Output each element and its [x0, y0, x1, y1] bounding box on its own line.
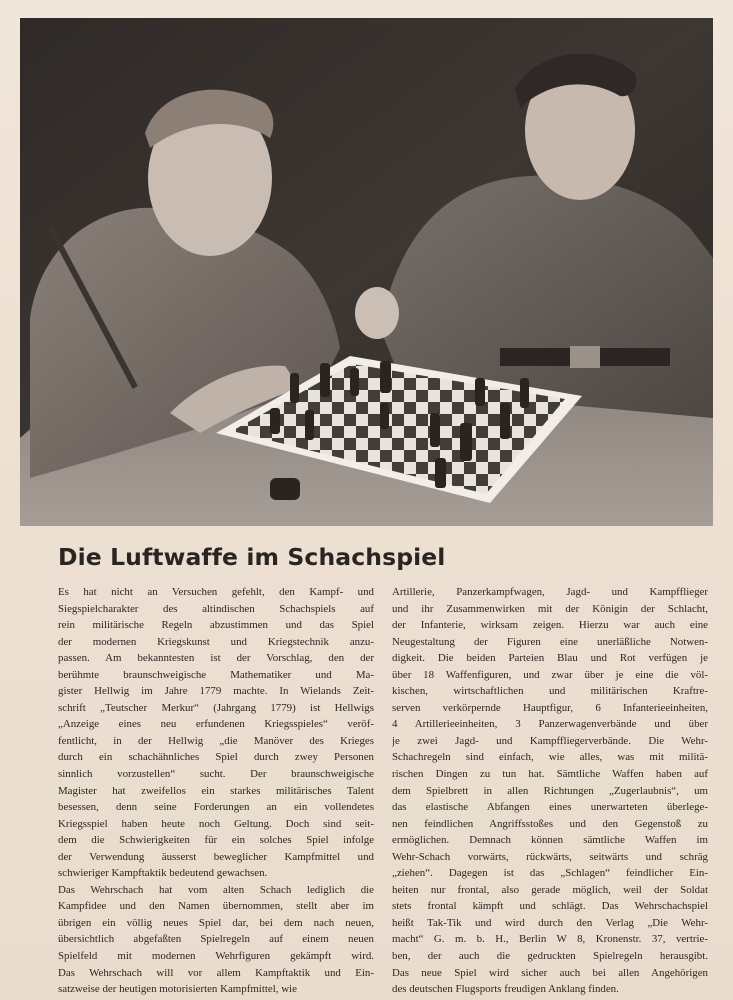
- article-text-line: kischen, wirtschaftlichen und militärischen Kraftre-: [392, 685, 708, 698]
- article-text-line: „Anzeige eines neu erfundenen Kriegsspieles“ veröf-: [58, 718, 374, 731]
- article-text-line: Neugestaltung der Figuren eine unerläßliche Notwen-: [392, 635, 708, 648]
- article-text-line: und ihr Zusammenwirken mit der Königin der Schlacht,: [392, 602, 708, 615]
- article-text-line: berühmte braunschweigische Mathematiker und Ma-: [58, 668, 374, 681]
- article-text-line: übrigen ein völlig neues Spiel dar, bei dem nach neuen,: [58, 916, 374, 929]
- article-text-line: passen. Am bekanntesten ist der Vorschlag, den der: [58, 652, 374, 665]
- article-text-line: „ziehen“. Dagegen ist das „Schlagen“ feindlicher Ein-: [392, 867, 708, 880]
- article-text-line: des deutschen Flugsports freudigen Anklang finden.: [392, 983, 619, 996]
- article-text-line: Magister hat zweifellos ein starkes militärisches Talent: [58, 784, 374, 797]
- photograph-two-soldiers-playing-chess-icon: [20, 18, 713, 526]
- article-text-line: fentlicht, in der Hellwig „die Manöver des Krieges: [58, 734, 374, 747]
- article-text-line: sinnlich vorzustellen“ sucht. Der braunschweigische: [58, 768, 374, 781]
- article-text-line: ben, der auch die gedruckten Spielregeln herausgibt.: [392, 950, 708, 963]
- article-text-line: stets frontal kämpft und schlägt. Das Wehrschachspiel: [392, 900, 708, 913]
- article-headline: Die Luftwaffe im Schachspiel: [58, 543, 446, 571]
- article-text-line: Wehr-Schach vorwärts, rückwärts, seitwärts und schräg: [392, 850, 708, 863]
- article-text-line: rischen Dingen zu tun hat. Sämtliche Waffen haben auf: [392, 768, 708, 781]
- article-text-line: dem die Schwierigkeiten für ein solches Spiel infolge: [58, 834, 374, 847]
- article-column-right: [392, 584, 708, 998]
- article-text-line: besessen, denn seine Forderungen an ein vollendetes: [58, 801, 374, 814]
- article-text-line: Das neue Spiel wird sicher auch bei allen Angehörigen: [392, 966, 708, 979]
- article-text-line: gister Hellwig im Jahre 1779 machte. In Wielands Zeit-: [58, 685, 374, 698]
- article-text-line: satzweise der heutigen motorisierten Kampfmittel, wie: [58, 983, 297, 996]
- article-text-line: dem Spielbrett in allen Richtungen „Zugerlaubnis“, um: [392, 784, 708, 797]
- article-text-line: der Verwendung äusserst beweglicher Kampfmittel und: [58, 850, 374, 863]
- article-column-left: [58, 584, 374, 998]
- article-text-line: Siegspielcharakter des altindischen Schachspiels auf: [58, 602, 374, 615]
- article-text-line: heißt Tak-Tik und wird durch den Verlag „Die Wehr-: [392, 916, 708, 929]
- article-text-line: Das Wehrschach hat vom alten Schach lediglich die: [58, 883, 374, 896]
- article-text-line: Kriegsspiel haben heute noch Geltung. Doch sind seit-: [58, 817, 374, 830]
- article-text-line: Spielfeld mit modernen Wehrfiguren gekämpft wird.: [58, 950, 374, 963]
- article-text-line: Schachregeln sind einfach, wie alles, was mit militä-: [392, 751, 708, 764]
- article-text-line: Es hat nicht an Versuchen gefehlt, den Kampf- und: [58, 586, 374, 598]
- article-text-line: digkeit. Die beiden Parteien Blau und Rot verfügen je: [392, 652, 708, 665]
- article-text-line: Das Wehrschach will vor allem Kampftaktik und Ein-: [58, 966, 374, 979]
- article-text-line: über 18 Waffenfiguren, und zwar über je eine die völ-: [392, 668, 708, 681]
- article-text-line: Artillerie, Panzerkampfwagen, Jagd- und Kampfflieger: [392, 586, 708, 598]
- article-text-line: serven verkörpernde Hauptfigur, 6 Infanterieeinheiten,: [392, 701, 708, 714]
- article-text-line: schwieriger Kampftaktik bedeutend gewachsen.: [58, 867, 268, 880]
- article-text-line: übersichtlich abgefaßten Spielregeln auf einem neuen: [58, 933, 374, 946]
- article-text-line: macht“ G. m. b. H., Berlin W 8, Kronenstr. 37, vertrie-: [392, 933, 708, 946]
- article-text-line: der modernen Kriegskunst und Kriegstechnik anzu-: [58, 635, 374, 648]
- article-text-line: der Infanterie, wirksam zeigen. Hierzu war auch eine: [392, 619, 708, 632]
- article-text-line: ermöglichen. Demnach können sämtliche Waffen im: [392, 834, 708, 847]
- article-text-line: durch ein schachähnliches Spiel durch zwey Personen: [58, 751, 374, 764]
- article-text-line: Kampfidee und den Namen übernommen, stellt aber im: [58, 900, 374, 913]
- article-text-line: rein militärische Regeln abzustimmen und das Spiel: [58, 619, 374, 632]
- article-text-line: je zwei Jagd- und Kampffliegerverbände. Die Wehr-: [392, 734, 708, 747]
- article-text-line: 4 Artillerieeinheiten, 3 Panzerwagenverbände und über: [392, 718, 708, 731]
- article-text-line: heiten nur frontal, also gerade möglich, weil der Soldat: [392, 883, 708, 896]
- article-text-line: schrift „Teutscher Merkur“ (Jahrgang 1779) ist Hellwigs: [58, 701, 374, 714]
- article-text-line: nen feindlichen Angriffsstoßes und den Gegenstoß zu: [392, 817, 708, 830]
- article-text-line: das elastische Abfangen eines unerwarteten überlege-: [392, 801, 708, 814]
- chess-photograph: [20, 18, 713, 526]
